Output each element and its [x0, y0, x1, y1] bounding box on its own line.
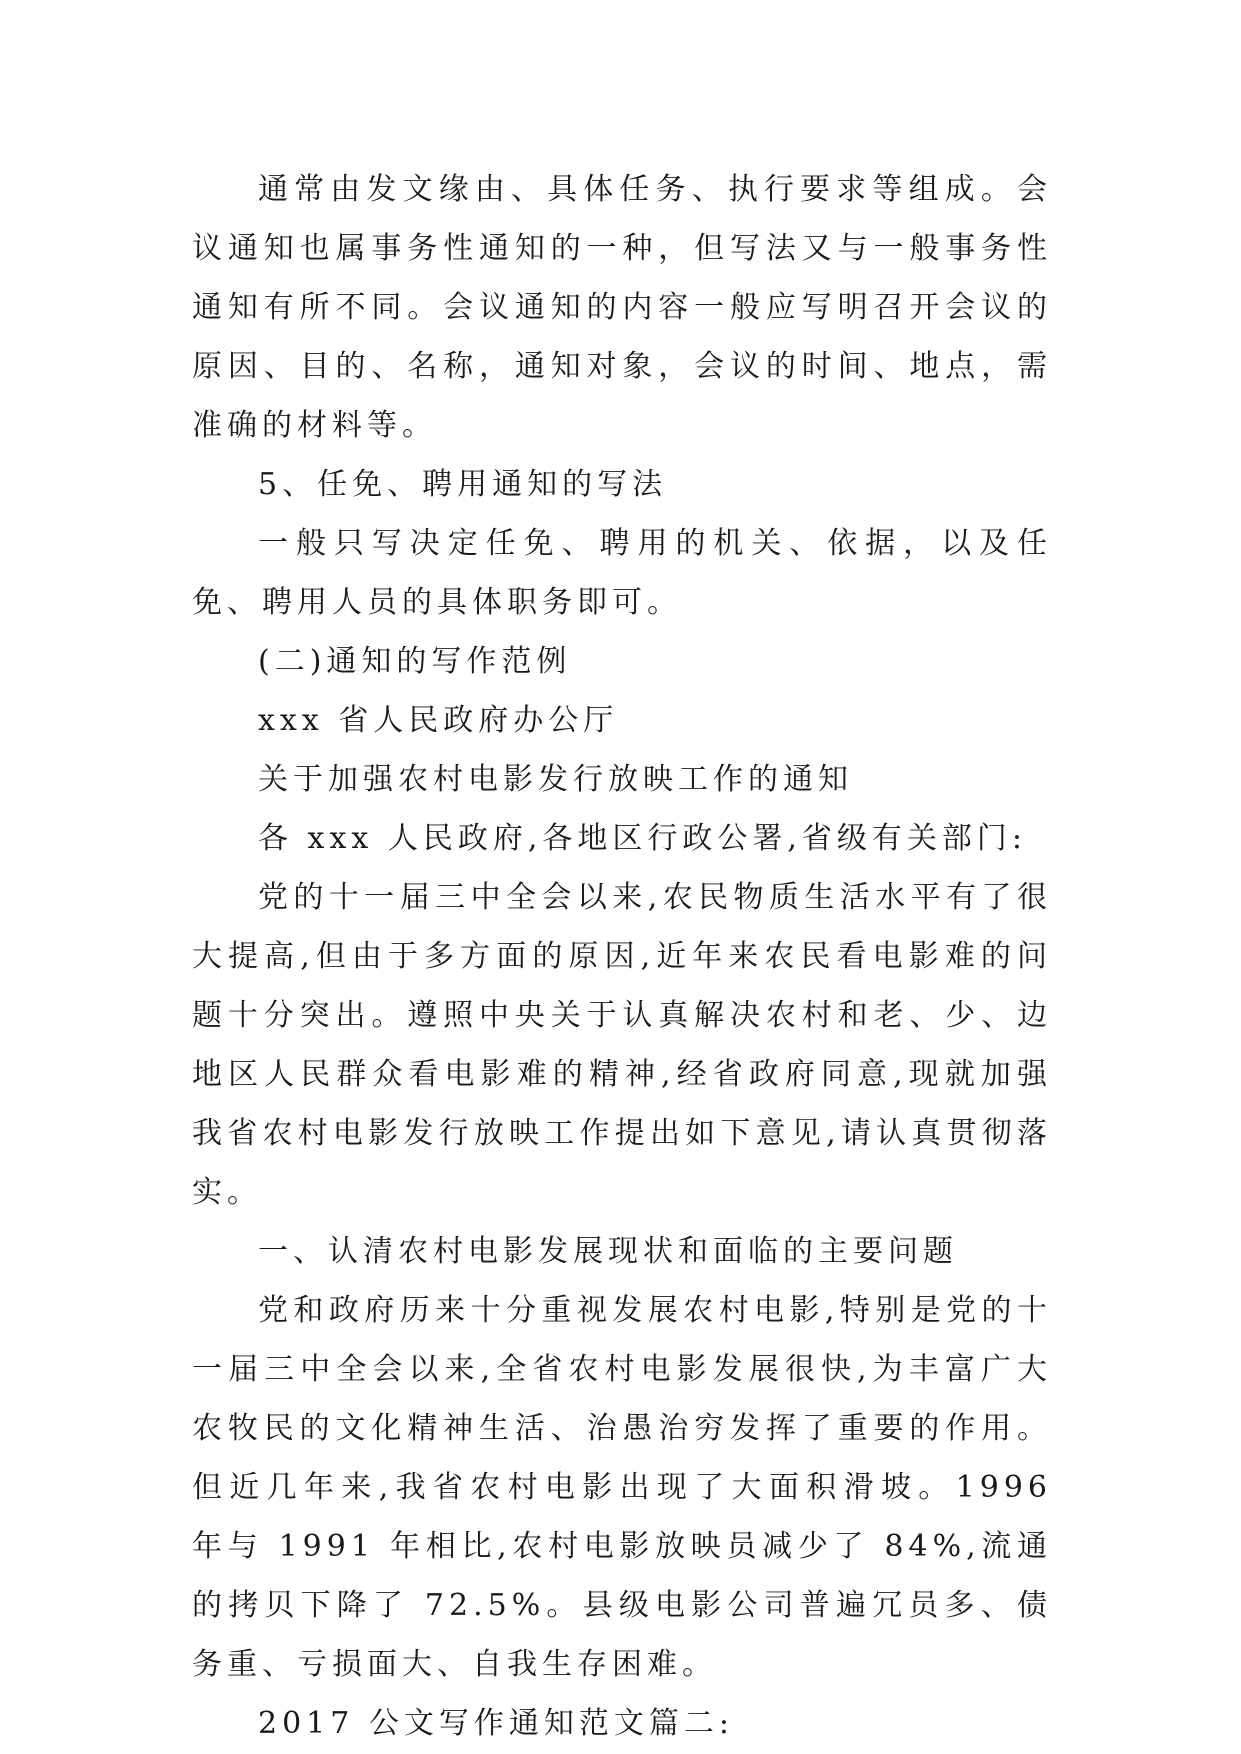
paragraph-appointment-notice: 一般只写决定任免、聘用的机关、依据，以及任免、聘用人员的具体职务即可。 — [192, 526, 1052, 620]
section-heading-current-status: 一、认清农村电影发展现状和面临的主要问题 — [258, 1234, 958, 1269]
paragraph-current-status: 党和政府历来十分重视发展农村电影,特别是党的十一届三中全会以来,全省农村电影发展很快,为丰富广大农牧民的文化精神生活、治愚治穷发挥了重要的作用。但近几年来,我省农村电影出现了大面积滑坡。1996 年与 1991 年相比,农村电影放映员减少了 84%,流通的拷贝下降了 72.5%。县级电影公司普遍冗员多、债务重、亏损面大、自我生存困难。 — [192, 1293, 1052, 1682]
section-heading-appointment-notice: 5、任免、聘用通知的写法 — [258, 467, 668, 502]
notice-recipients: 各 xxx 人民政府,各地区行政公署,省级有关部门: — [258, 821, 1028, 856]
document-body — [192, 160, 1052, 1753]
section-heading-example-two: 2017 公文写作通知范文篇二: — [258, 1706, 734, 1741]
notice-title: 关于加强农村电影发行放映工作的通知 — [258, 762, 853, 797]
issuing-office: xxx 省人民政府办公厅 — [258, 703, 619, 738]
paragraph-background: 党的十一届三中全会以来,农民物质生活水平有了很大提高,但由于多方面的原因,近年来农民看电影难的问题十分突出。遵照中央关于认真解决农村和老、少、边地区人民群众看电影难的精神,经省政府同意,现就加强我省农村电影发行放映工作提出如下意见,请认真贯彻落实。 — [192, 880, 1052, 1210]
section-heading-example: (二)通知的写作范例 — [258, 644, 572, 679]
paragraph-meeting-notice: 通常由发文缘由、具体任务、执行要求等组成。会议通知也属事务性通知的一种，但写法又与一般事务性通知有所不同。会议通知的内容一般应写明召开会议的原因、目的、名称，通知对象，会议的时间、地点，需准确的材料等。 — [192, 172, 1052, 443]
